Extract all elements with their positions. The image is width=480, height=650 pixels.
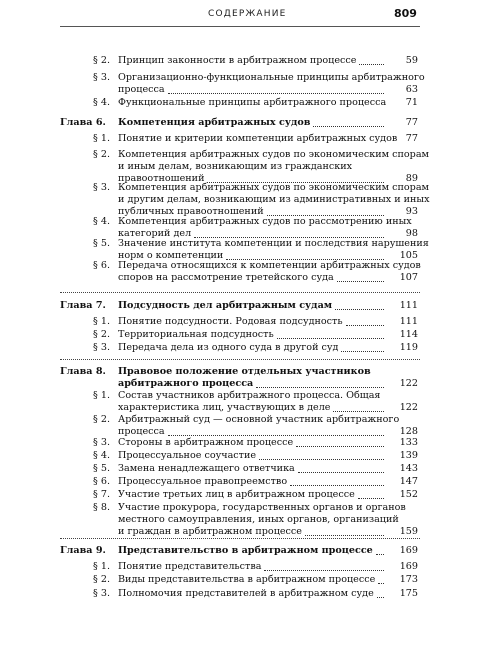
section-number: § 2. — [93, 574, 110, 585]
section-number: § 6. — [93, 260, 110, 271]
section-title-line: Территориальная подсудность — [118, 329, 274, 340]
toc-page-number: 119 — [399, 342, 418, 353]
toc-page-number: 169 — [399, 545, 418, 556]
section-title-line: Компетенция арбитражных судов по экономическим спорам — [118, 182, 430, 193]
chapter-number: Глава 6. — [60, 117, 106, 128]
section-number: § 2. — [93, 55, 110, 66]
section-title-line: Состав участников арбитражного процесса. Общая — [118, 390, 381, 401]
dot-leader — [378, 583, 384, 584]
section-number: § 3. — [93, 342, 110, 353]
section-title-line: категорий дел — [118, 227, 192, 239]
section-title-line: Стороны в арбитражном процессе — [118, 437, 294, 448]
section-title-line: Компетенция арбитражных судов по экономическим спорам — [118, 149, 430, 160]
section-number: § 3. — [93, 72, 110, 83]
running-head-title: СОДЕРЖАНИЕ — [208, 9, 287, 19]
toc-page-number: 111 — [399, 300, 418, 311]
chapter-separator — [60, 538, 420, 539]
dot-leader — [376, 554, 384, 555]
section-title-line: Понятие и критерии компетенции арбитражных судов — [118, 133, 398, 144]
section-title-line: Функциональные принципы арбитражного процесса — [118, 97, 387, 108]
section-number: § 8. — [93, 502, 110, 513]
section-number: § 4. — [93, 216, 110, 227]
section-title-line: Организационно-функциональные принципы арбитражного — [118, 72, 425, 83]
section-title-line: местного самоуправления, иных органов, организаций — [118, 513, 399, 525]
section-number: § 1. — [93, 561, 110, 572]
section-title-line: характеристика лиц, участвующих в деле — [118, 401, 331, 413]
toc-page-number: 93 — [405, 205, 418, 217]
section-number: § 2. — [93, 414, 110, 425]
toc-page-number: 122 — [399, 377, 418, 389]
section-title-line: Процессуальное соучастие — [118, 450, 257, 461]
dot-leader — [337, 281, 384, 282]
section-title-line: Передача относящихся к компетенции арбитражных судов — [118, 260, 421, 271]
toc-page-number: 107 — [399, 271, 418, 283]
dot-leader — [256, 387, 384, 388]
dot-leader — [346, 325, 384, 326]
toc-page-number: 77 — [405, 133, 418, 144]
section-title-line: Арбитражный суд — основной участник арбитражного — [118, 414, 400, 425]
section-title-line: споров на рассмотрение третейского суда — [118, 271, 334, 283]
toc-page-number: 143 — [399, 463, 418, 474]
section-title-line: Процессуальное правопреемство — [118, 476, 288, 487]
toc-page-number: 159 — [399, 525, 418, 537]
section-title-line: и иным делам, возникающим из гражданских — [118, 160, 353, 172]
toc-page-number: 114 — [399, 329, 418, 340]
toc-page-number: 152 — [399, 489, 418, 500]
section-number: § 5. — [93, 463, 110, 474]
page-number: 809 — [394, 7, 417, 20]
dot-leader — [168, 93, 384, 94]
section-title-line: норм о компетенции — [118, 249, 224, 261]
chapter-separator — [60, 359, 420, 360]
toc-page-number: 63 — [405, 83, 418, 95]
section-title-line: Компетенция арбитражных судов по рассмотрению иных — [118, 216, 412, 227]
dot-leader — [335, 309, 384, 310]
section-title-line: Виды представительства в арбитражном процессе — [118, 574, 376, 585]
section-title-line: Понятие подсудности. Родовая подсудность — [118, 316, 343, 327]
section-title-line: Значение института компетенции и последствия нарушения — [118, 238, 429, 249]
toc-page-number: 128 — [399, 425, 418, 437]
toc-page-number: 175 — [399, 588, 418, 599]
section-title-line: и граждан в арбитражном процессе — [118, 525, 302, 537]
dot-leader — [313, 126, 384, 127]
section-title-line: Понятие представительства — [118, 561, 262, 572]
chapter-title-line: Правовое положение отдельных участников — [118, 366, 371, 377]
chapter-number: Глава 7. — [60, 300, 106, 311]
chapter-title-line: Представительство в арбитражном процессе — [118, 545, 373, 556]
dot-leader — [168, 435, 384, 436]
toc-page-number: 98 — [405, 227, 418, 239]
chapter-separator — [60, 292, 420, 293]
dot-leader — [377, 597, 384, 598]
section-title-line: Принцип законности в арбитражном процессе — [118, 55, 357, 66]
section-number: § 4. — [93, 450, 110, 461]
toc-page-number: 122 — [399, 401, 418, 413]
section-number: § 5. — [93, 238, 110, 249]
toc-page-number: 105 — [399, 249, 418, 261]
section-title-line: Участие третьих лиц в арбитражном процессе — [118, 489, 355, 500]
section-number: § 3. — [93, 437, 110, 448]
toc-page-number: 59 — [405, 55, 418, 66]
section-number: § 6. — [93, 476, 110, 487]
toc-page-number: 111 — [399, 316, 418, 327]
section-title-line: и другим делам, возникающим из административных и иных — [118, 193, 430, 205]
dot-leader — [296, 446, 384, 447]
dot-leader — [290, 485, 384, 486]
toc-page-number: 139 — [399, 450, 418, 461]
toc-page-number: 89 — [405, 172, 418, 184]
section-number: § 3. — [93, 588, 110, 599]
chapter-title-line: Компетенция арбитражных судов — [118, 117, 311, 128]
section-title-line: процесса — [118, 425, 165, 437]
section-title-line: процесса — [118, 83, 165, 95]
dot-leader — [298, 472, 384, 473]
dot-leader — [359, 64, 384, 65]
chapter-title-line: арбитражного процесса — [118, 377, 254, 389]
dot-leader — [259, 459, 384, 460]
chapter-number: Глава 8. — [60, 366, 106, 377]
toc-page-number: 173 — [399, 574, 418, 585]
chapter-number: Глава 9. — [60, 545, 106, 556]
section-title-line: Передача дела из одного суда в другой суд — [118, 342, 339, 353]
dot-leader — [341, 351, 384, 352]
toc-page-number: 147 — [399, 476, 418, 487]
dot-leader — [277, 338, 384, 339]
section-number: § 1. — [93, 316, 110, 327]
section-number: § 7. — [93, 489, 110, 500]
section-number: § 3. — [93, 182, 110, 193]
section-title-line: Замена ненадлежащего ответчика — [118, 463, 295, 474]
toc-page-number: 71 — [405, 97, 418, 108]
section-number: § 4. — [93, 97, 110, 108]
dot-leader — [264, 570, 384, 571]
toc-page-number: 133 — [399, 437, 418, 448]
section-number: § 1. — [93, 133, 110, 144]
toc-page-number: 77 — [405, 117, 418, 128]
section-title-line: публичных правоотношений — [118, 205, 264, 217]
section-title-line: правоотношений — [118, 172, 205, 184]
dot-leader — [305, 535, 384, 536]
section-title-line: Полномочия представителей в арбитражном суде — [118, 588, 374, 599]
section-number: § 1. — [93, 390, 110, 401]
chapter-title-line: Подсудность дел арбитражным судам — [118, 300, 333, 311]
section-number: § 2. — [93, 149, 110, 160]
dot-leader — [358, 498, 384, 499]
toc-page-number: 169 — [399, 561, 418, 572]
section-number: § 2. — [93, 329, 110, 340]
section-title-line: Участие прокурора, государственных органов и органов — [118, 502, 406, 513]
dot-leader — [333, 411, 384, 412]
